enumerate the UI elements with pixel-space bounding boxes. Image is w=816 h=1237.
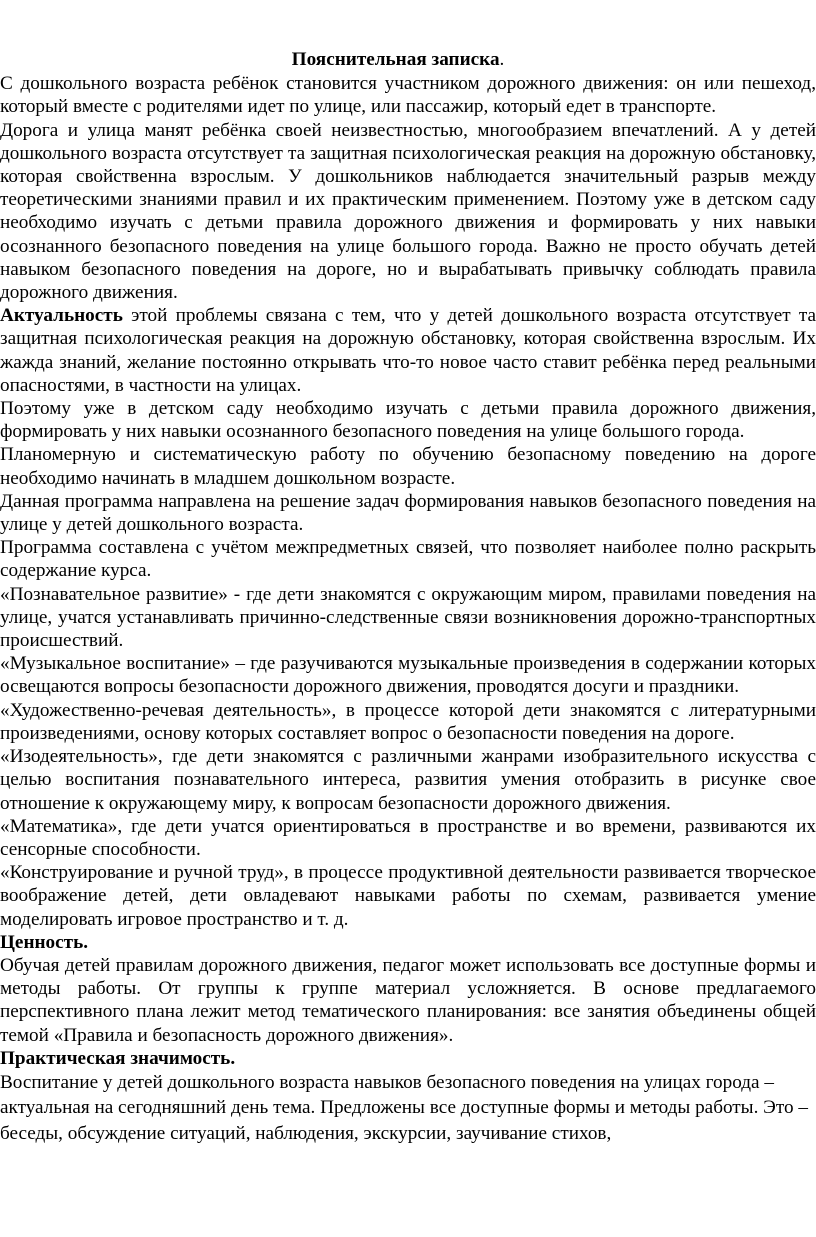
paragraph-5: «Познавательное развитие» - где дети знакомятся с окружающим миром, правилами поведения на улице, учатся устанавливать причинно-следственные связи возникновения дорожно-транспортных происшествий.: [0, 583, 816, 652]
document-title-text: Пояснительная записка: [291, 49, 500, 70]
document-page: [0, 48, 816, 1146]
paragraph-3: Данная программа направлена на решение задач формирования навыков безопасного поведения на улице у детей дошкольного возраста.: [0, 490, 816, 536]
paragraph-8: «Изодеятельность», где дети знакомятся с различными жанрами изобразительного искусства с целью воспитания познавательного интереса, развития умения отобразить в рисунке свое отношение к окружающему миру, к вопросам безопасности дорожного движения.: [0, 746, 816, 814]
paragraph-4: Программа составлена с учётом межпредметных связей, что позволяет наиболее полно раскрыть содержание курса.: [0, 537, 816, 582]
paragraph-relevance: [0, 304, 816, 397]
paragraph-intro-2: Дорога и улица манят ребёнка своей неизвестностью, многообразием впечатлений. А у детей дошкольного возраста отсутствует та защитная психологическая реакция на дорожную обстановку, которая свойственна взрослым. У дошкольников наблюдается значительный разрыв между теоретическими знаниями правил и их практическим применением. Поэтому уже в детском саду необходимо изучать с детьми правила дорожного движения и формировать у них навыки осознанного безопасного поведения на улице большого города. Важно не просто обучать детей навыком безопасного поведения на дороге, но и вырабатывать привычку соблюдать правила дорожного движения.: [0, 119, 816, 304]
paragraph-10: «Конструирование и ручной труд», в процессе продуктивной деятельности развивается творческое воображение детей, дети овладевают навыками работы по схемам, развивается умение моделировать игровое пространство и т. д.: [0, 862, 816, 930]
document-title: [0, 48, 816, 71]
paragraph-intro-1: С дошкольного возраста ребёнок становится участником дорожного движения: он или пешеход, который вместе с родителями идет по улице, или пассажир, который едет в транспорте.: [0, 73, 816, 118]
paragraph-1: Поэтому уже в детском саду необходимо изучать с детьми правила дорожного движения, формировать у них навыки осознанного безопасного поведения на улице большого города.: [0, 398, 816, 443]
practical-heading: Практическая значимость.: [0, 1047, 236, 1069]
paragraph-7: «Художественно-речевая деятельность», в процессе которой дети знакомятся с литературными произведениями, основу которых составляет вопрос о безопасности поведения на дороге.: [0, 699, 816, 744]
paragraph-practical: Воспитание у детей дошкольного возраста навыков безопасного поведения на улицах города – актуальная на сегодняшний день тема. Предложены все доступные формы и методы работы. Это – беседы, обсуждение ситуаций, наблюдения, экскурсии, заучивание стихов,: [0, 1071, 808, 1144]
paragraph-value: Обучая детей правилам дорожного движения, педагог может использовать все доступные формы и методы работы. От группы к группе материал усложняется. В основе предлагаемого перспективного плана лежит метод тематического планирования: все занятия объединены общей темой «Правила и безопасность дорожного движения».: [0, 954, 816, 1046]
document-title-dot: .: [499, 49, 505, 70]
paragraph-9: «Математика», где дети учатся ориентироваться в пространстве и во времени, развиваются их сенсорные способности.: [0, 815, 816, 860]
relevance-text: этой проблемы связана с тем, что у детей дошкольного возраста отсутствует та защитная психологическая реакция на дорожную обстановку, которая свойственна взрослым. Их жажда знаний, желание постоянно открывать что-то новое часто ставит ребёнка перед реальными опасностями, в частности на улицах.: [0, 305, 816, 396]
value-heading: Ценность.: [0, 931, 89, 953]
paragraph-6: «Музыкальное воспитание» – где разучиваются музыкальные произведения в содержании которых освещаются вопросы безопасности дорожного движения, проводятся досуги и праздники.: [0, 653, 816, 698]
paragraph-2: Планомерную и систематическую работу по обучению безопасному поведению на дороге необходимо начинать в младшем дошкольном возрасте.: [0, 444, 816, 489]
relevance-label: Актуальность: [0, 305, 123, 327]
